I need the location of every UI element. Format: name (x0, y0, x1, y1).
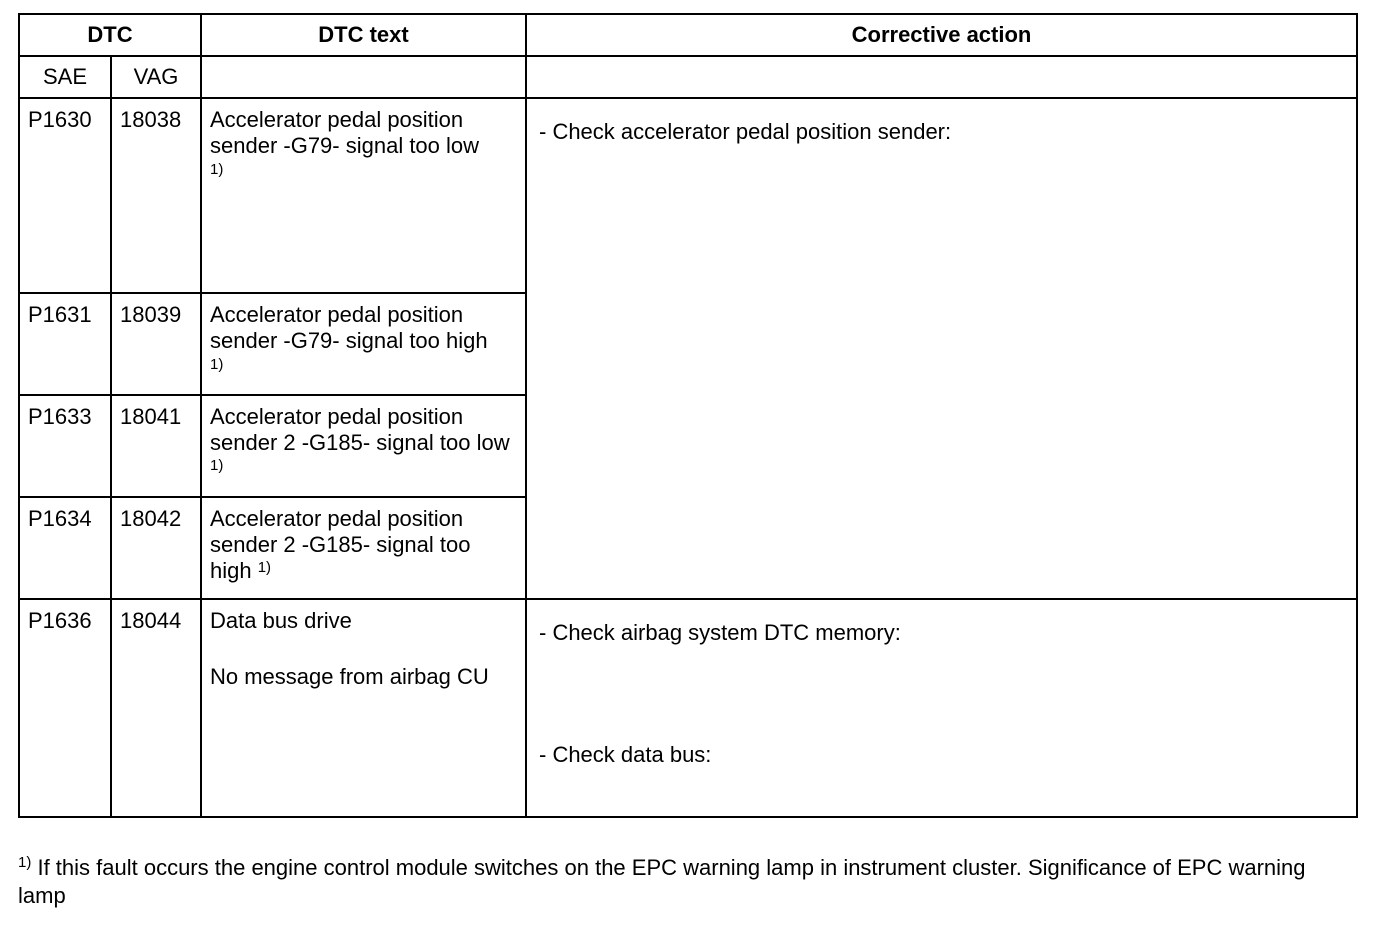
table-header-row (19, 14, 1357, 56)
table-row (19, 98, 1357, 293)
dtc-text-cell (201, 395, 526, 497)
dtc-description: Accelerator pedal position sender 2 -G185- signal too high (210, 506, 471, 583)
vag-code: 18042 (111, 497, 201, 599)
dtc-text-cell (201, 599, 526, 817)
dtc-table (18, 13, 1358, 818)
corrective-action-cell (526, 98, 1357, 599)
footnote-marker: 1) (210, 356, 224, 373)
sae-code: P1631 (19, 293, 111, 395)
dtc-description: Accelerator pedal position sender -G79- signal too low (210, 107, 480, 158)
dtc-description-detail: No message from airbag CU (210, 664, 489, 689)
table-row (19, 599, 1357, 817)
dtc-description: Accelerator pedal position sender 2 -G185- signal too low (210, 404, 510, 455)
dtc-description: Data bus drive (210, 608, 352, 633)
header-dtc-text: DTC text (201, 14, 526, 56)
footnote-marker: 1) (18, 854, 32, 871)
header-sae: SAE (19, 56, 111, 98)
header-vag: VAG (111, 56, 201, 98)
footnote-text: If this fault occurs the engine control module switches on the EPC warning lamp in instrument cluster. Significance of EPC warning lamp (18, 855, 1306, 908)
dtc-text-cell (201, 98, 526, 293)
header-dtc: DTC (19, 14, 201, 56)
header-corrective-action: Corrective action (526, 14, 1357, 56)
corrective-action-text: - Check airbag system DTC memory: (539, 620, 901, 645)
dtc-description: Accelerator pedal position sender -G79- signal too high (210, 302, 488, 353)
vag-code: 18038 (111, 98, 201, 293)
footnote-marker: 1) (257, 559, 272, 576)
sae-code: P1630 (19, 98, 111, 293)
footnote-marker: 1) (210, 457, 224, 474)
sae-code: P1633 (19, 395, 111, 497)
dtc-text-cell (201, 497, 526, 599)
footnote-marker: 1) (210, 161, 224, 178)
vag-code: 18041 (111, 395, 201, 497)
empty-cell (526, 56, 1357, 98)
sae-code: P1636 (19, 599, 111, 817)
corrective-action-cell (526, 599, 1357, 817)
sae-code: P1634 (19, 497, 111, 599)
table-subheader-row (19, 56, 1357, 98)
empty-cell (201, 56, 526, 98)
dtc-text-cell (201, 293, 526, 395)
vag-code: 18044 (111, 599, 201, 817)
vag-code: 18039 (111, 293, 201, 395)
corrective-action-text: - Check accelerator pedal position sender: (539, 119, 952, 144)
corrective-action-text: - Check data bus: (539, 742, 712, 767)
footnote (18, 854, 1358, 910)
